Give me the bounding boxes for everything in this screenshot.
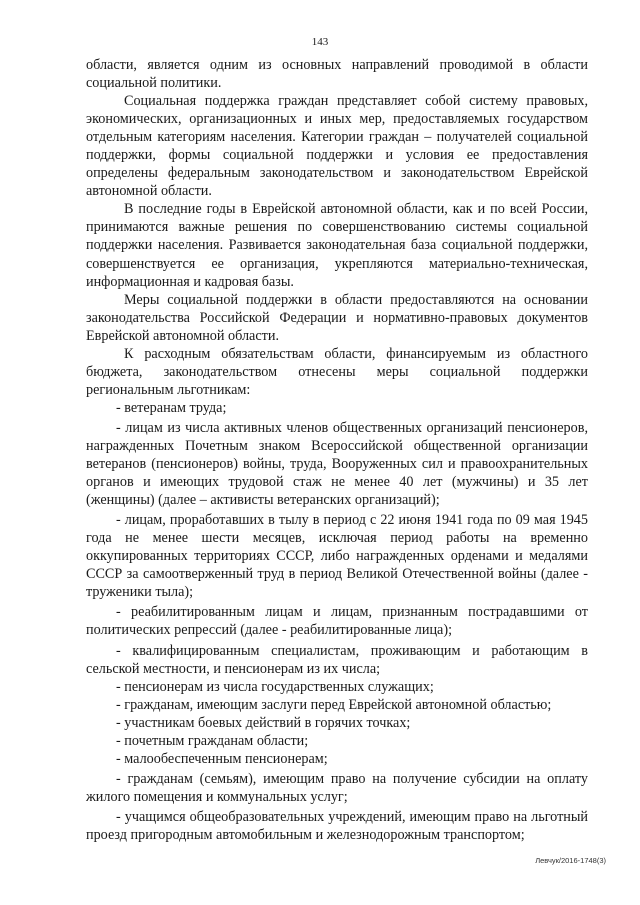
document-body: [86, 56, 588, 844]
document-footer-code: Левчук/2016-1748(3): [535, 856, 606, 865]
list-item: - лицам, проработавших в тылу в период с 22 июня 1941 года по 09 мая 1945 года не менее шести месяцев, исключая период работы на временно оккупированных территориях СССР, либо награжденных орденами и медалями СССР за самоотверженный труд в период Великой Отечественной войны (далее - труженики тыла);: [86, 512, 588, 601]
list-item: - пенсионерам из числа государственных служащих;: [116, 678, 434, 695]
list-item: - ветеранам труда;: [116, 399, 227, 416]
paragraph-legal-basis: Меры социальной поддержки в области предоставляются на основании законодательства Российской Федерации и нормативно-правовых документов Еврейской автономной области.: [86, 291, 588, 344]
list-item: - учащимся общеобразовательных учреждений, имеющим право на льготный проезд пригородным автомобильным и железнодорожным транспортом;: [86, 808, 588, 843]
list-item: - участникам боевых действий в горячих точках;: [116, 714, 411, 731]
list-item: - почетным гражданам области;: [116, 732, 309, 749]
paragraph-recent-years: В последние годы в Еврейской автономной области, как и по всей России, принимаются важные решения по совершенствованию системы социальной поддержки населения. Развивается законодательная база социальной поддержки, совершенствуется ее организация, укрепляются материально-техническая, информационная и кадровая базы.: [86, 201, 588, 290]
list-item: - гражданам, имеющим заслуги перед Еврейской автономной областью;: [116, 696, 552, 713]
paragraph-intro-continuation: области, является одним из основных направлений проводимой в области социальной политики.: [86, 57, 588, 92]
list-item: - реабилитированным лицам и лицам, признанным пострадавшими от политических репрессий (далее - реабилитированные лица);: [86, 604, 588, 639]
paragraph-budget-obligations: К расходным обязательствам области, финансируемым из областного бюджета, законодательством отнесены меры социальной поддержки региональным льготникам:: [86, 345, 588, 398]
list-item: - квалифицированным специалистам, проживающим и работающим в сельской местности, и пенсионерам из их числа;: [86, 642, 588, 677]
page-number: 143: [311, 36, 329, 48]
list-item: - малообеспеченным пенсионерам;: [116, 750, 328, 767]
paragraph-social-support-definition: Социальная поддержка граждан представляет собой систему правовых, экономических, организационных и иных мер, предоставляемых государством отдельным категориям населения. Категории граждан – получателей социальной поддержки, формы социальной поддержки и условия ее предоставления определены федеральным законодательством и законодательством Еврейской автономной области.: [86, 93, 588, 200]
list-item: - лицам из числа активных членов общественных организаций пенсионеров, награжденных Почетным знаком Всероссийской общественной организации ветеранов (пенсионеров) войны, труда, Вооруженных сил и правоохранительных органов и имеющих трудовой стаж не менее 40 лет (мужчины) и 35 лет (женщины) (далее – активисты ветеранских организаций);: [86, 419, 588, 509]
list-item: - гражданам (семьям), имеющим право на получение субсидии на оплату жилого помещения и коммунальных услуг;: [86, 770, 588, 805]
